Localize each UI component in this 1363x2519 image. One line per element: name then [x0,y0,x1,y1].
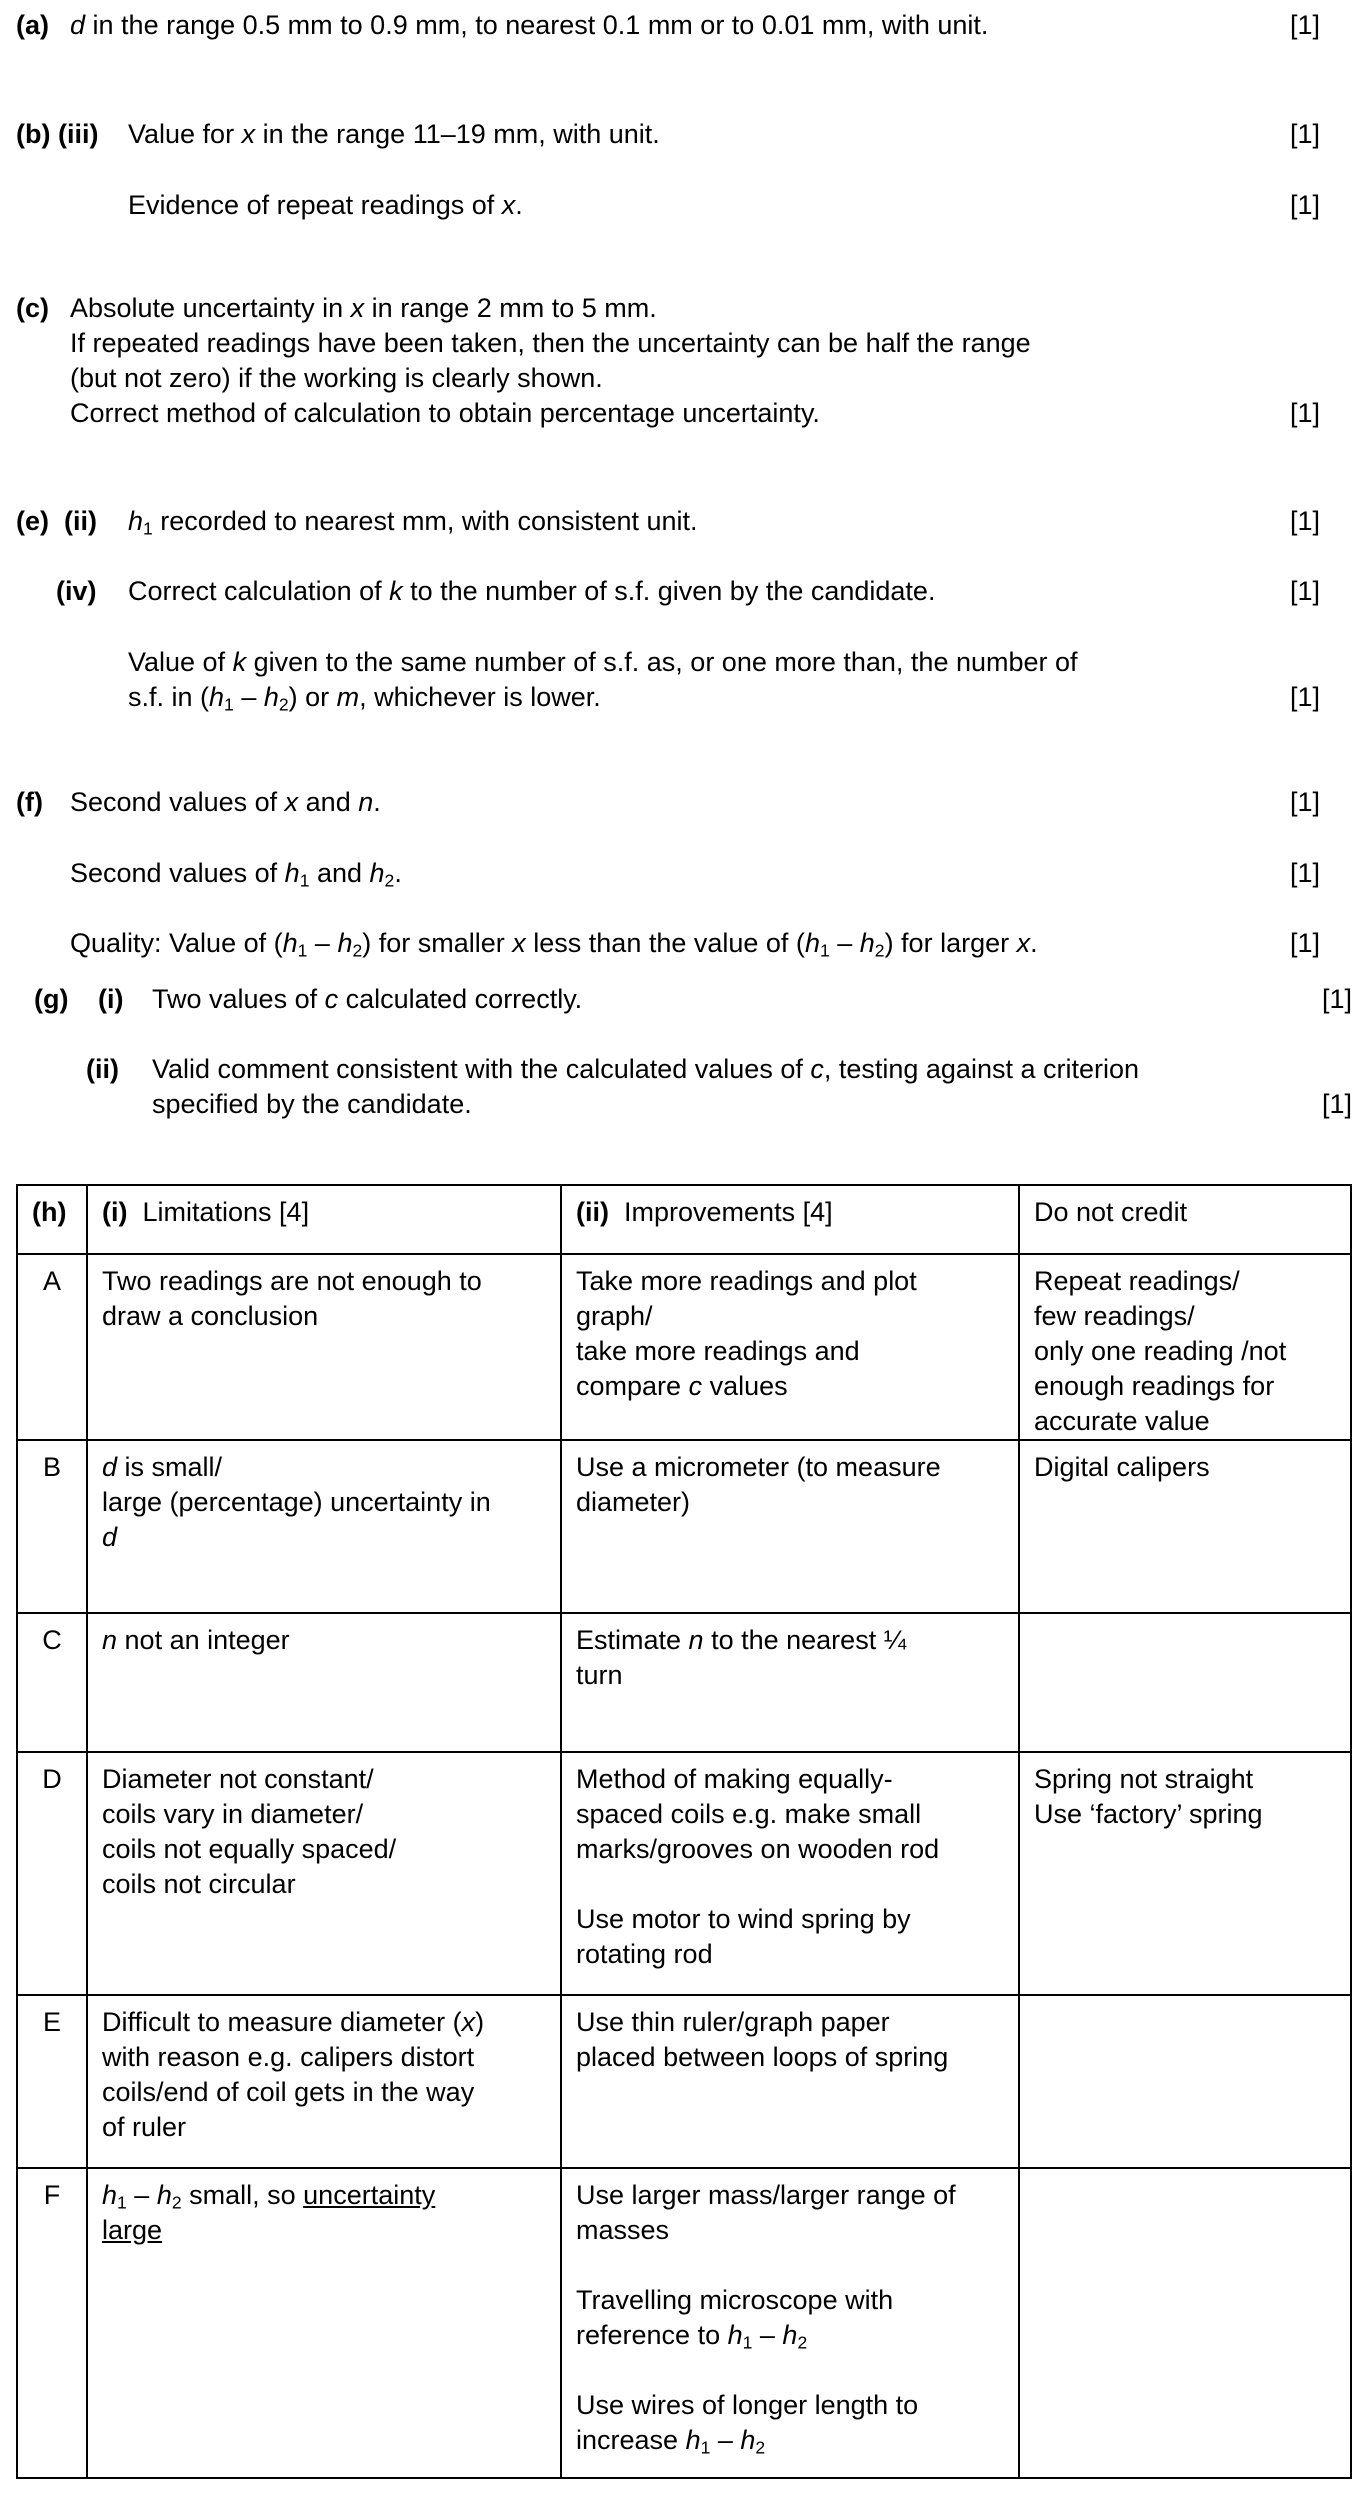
item-text: Value of k given to the same number of s.f. as, or one more than, the number of s.f. in $(h_1 - h_2)$ or m, whichever is lower. [128,647,1078,715]
item-e-iv-sf [16,645,1350,715]
item-label: (f) [16,787,43,817]
item-c [16,291,1350,431]
improvement-cell: Use a micrometer (to measure diameter) [561,1440,1019,1613]
header-improvements: (ii) Improvements [4] [561,1185,1019,1254]
header-limitations: (i) Limitations [4] [87,1185,561,1254]
improvement-cell: Use thin ruler/graph paper placed between loops of spring [561,1995,1019,2168]
limitation-cell: Two readings are not enough to draw a conclusion [87,1254,561,1440]
table-row [17,1254,1351,1440]
item-g-ii [34,1052,1360,1122]
item-text: d in the range 0.5 mm to 0.9 mm, to nearest 0.1 mm or to 0.01 mm, with unit. [70,10,989,40]
header-key: (h) [17,1185,87,1254]
limitation-cell: n not an integer [87,1613,561,1752]
limitation-cell: $h_1 - h_2$ small, so uncertainty large [87,2168,561,2478]
do-not-credit-cell [1019,1995,1351,2168]
mark: [1] [1289,119,1320,149]
mark: [1] [1289,506,1320,536]
subitem-label: (i) [98,984,124,1014]
item-text: Quality: Value of $(h_1 - h_2)$ for smaller x less than the value of $(h_1 - h_2)$ for larger x. [70,928,1038,961]
item-text: Valid comment consistent with the calculated values of c, testing against a criterion specified by the candidate. [152,1054,1140,1119]
item-label: (g) [34,984,69,1014]
mark: [1] [1289,190,1320,220]
subitem-label: (ii) [86,1054,119,1084]
table-header-row [17,1185,1351,1254]
item-label: (c) [16,293,49,323]
do-not-credit-cell: Repeat readings/ few readings/ only one reading /not enough readings for accurate value [1019,1254,1351,1440]
table-row [17,1752,1351,1995]
mark: [1] [1289,398,1320,428]
mark: [1] [1289,858,1320,888]
row-key: A [17,1254,87,1440]
item-text: $h_1$ recorded to nearest mm, with consistent unit. [128,506,698,539]
item-text: Value for x in the range 11–19 mm, with unit. [128,119,660,149]
do-not-credit-cell [1019,1613,1351,1752]
item-text: Second values of x and n. [70,787,381,817]
item-text: Evidence of repeat readings of x. [128,190,523,220]
table-row [17,1613,1351,1752]
row-key: B [17,1440,87,1613]
limitation-cell: Diameter not constant/ coils vary in diameter/ coils not equally spaced/ coils not circular [87,1752,561,1995]
header-do-not-credit: Do not credit [1019,1185,1351,1254]
limitations-improvements-table [16,1184,1352,2479]
item-text: Absolute uncertainty in x in range 2 mm to 5 mm. If repeated readings have been taken, then the uncertainty can be half the range (but not zero) if the working is clearly shown. Correct method of calculation to obtain percentage uncertainty. [70,293,1031,428]
do-not-credit-cell [1019,2168,1351,2478]
mark: [1] [1289,682,1320,712]
improvement-cell: Use larger mass/larger range of masses Travelling microscope with reference to $h_1 - h_2$ Use wires of longer length to increase $h_1 - h_2$ [561,2168,1019,2478]
row-key: D [17,1752,87,1995]
item-text: Two values of c calculated correctly. [152,984,583,1014]
improvement-cell: Estimate n to the nearest ¼ turn [561,1613,1019,1752]
mark: [1] [1289,928,1320,958]
do-not-credit-cell: Digital calipers [1019,1440,1351,1613]
table-row [17,2168,1351,2478]
table-row [17,1995,1351,2168]
mark: [1] [1289,10,1320,40]
limitation-cell: d is small/ large (percentage) uncertainty in d [87,1440,561,1613]
item-text: Correct calculation of k to the number of s.f. given by the candidate. [128,576,936,606]
item-label: (e) [16,506,49,536]
row-key: C [17,1613,87,1752]
table-row [17,1440,1351,1613]
row-key: E [17,1995,87,2168]
do-not-credit-cell: Spring not straight Use ‘factory’ spring [1019,1752,1351,1995]
item-text: Second values of $h_1$ and $h_2$. [70,858,402,891]
row-key: F [17,2168,87,2478]
item-label: (a) [16,10,49,40]
item-label: (b) (iii) [16,119,99,149]
mark: [1] [1321,1089,1352,1119]
improvement-cell: Method of making equally- spaced coils e.g. make small marks/grooves on wooden rod Use motor to wind spring by rotating rod [561,1752,1019,1995]
mark: [1] [1289,576,1320,606]
subitem-label: (ii) [64,506,97,536]
subitem-label: (iv) [56,576,97,606]
mark: [1] [1289,787,1320,817]
mark: [1] [1321,984,1352,1014]
improvement-cell: Take more readings and plot graph/ take more readings and compare c values [561,1254,1019,1440]
limitation-cell: Difficult to measure diameter (x) with reason e.g. calipers distort coils/end of coil gets in the way of ruler [87,1995,561,2168]
